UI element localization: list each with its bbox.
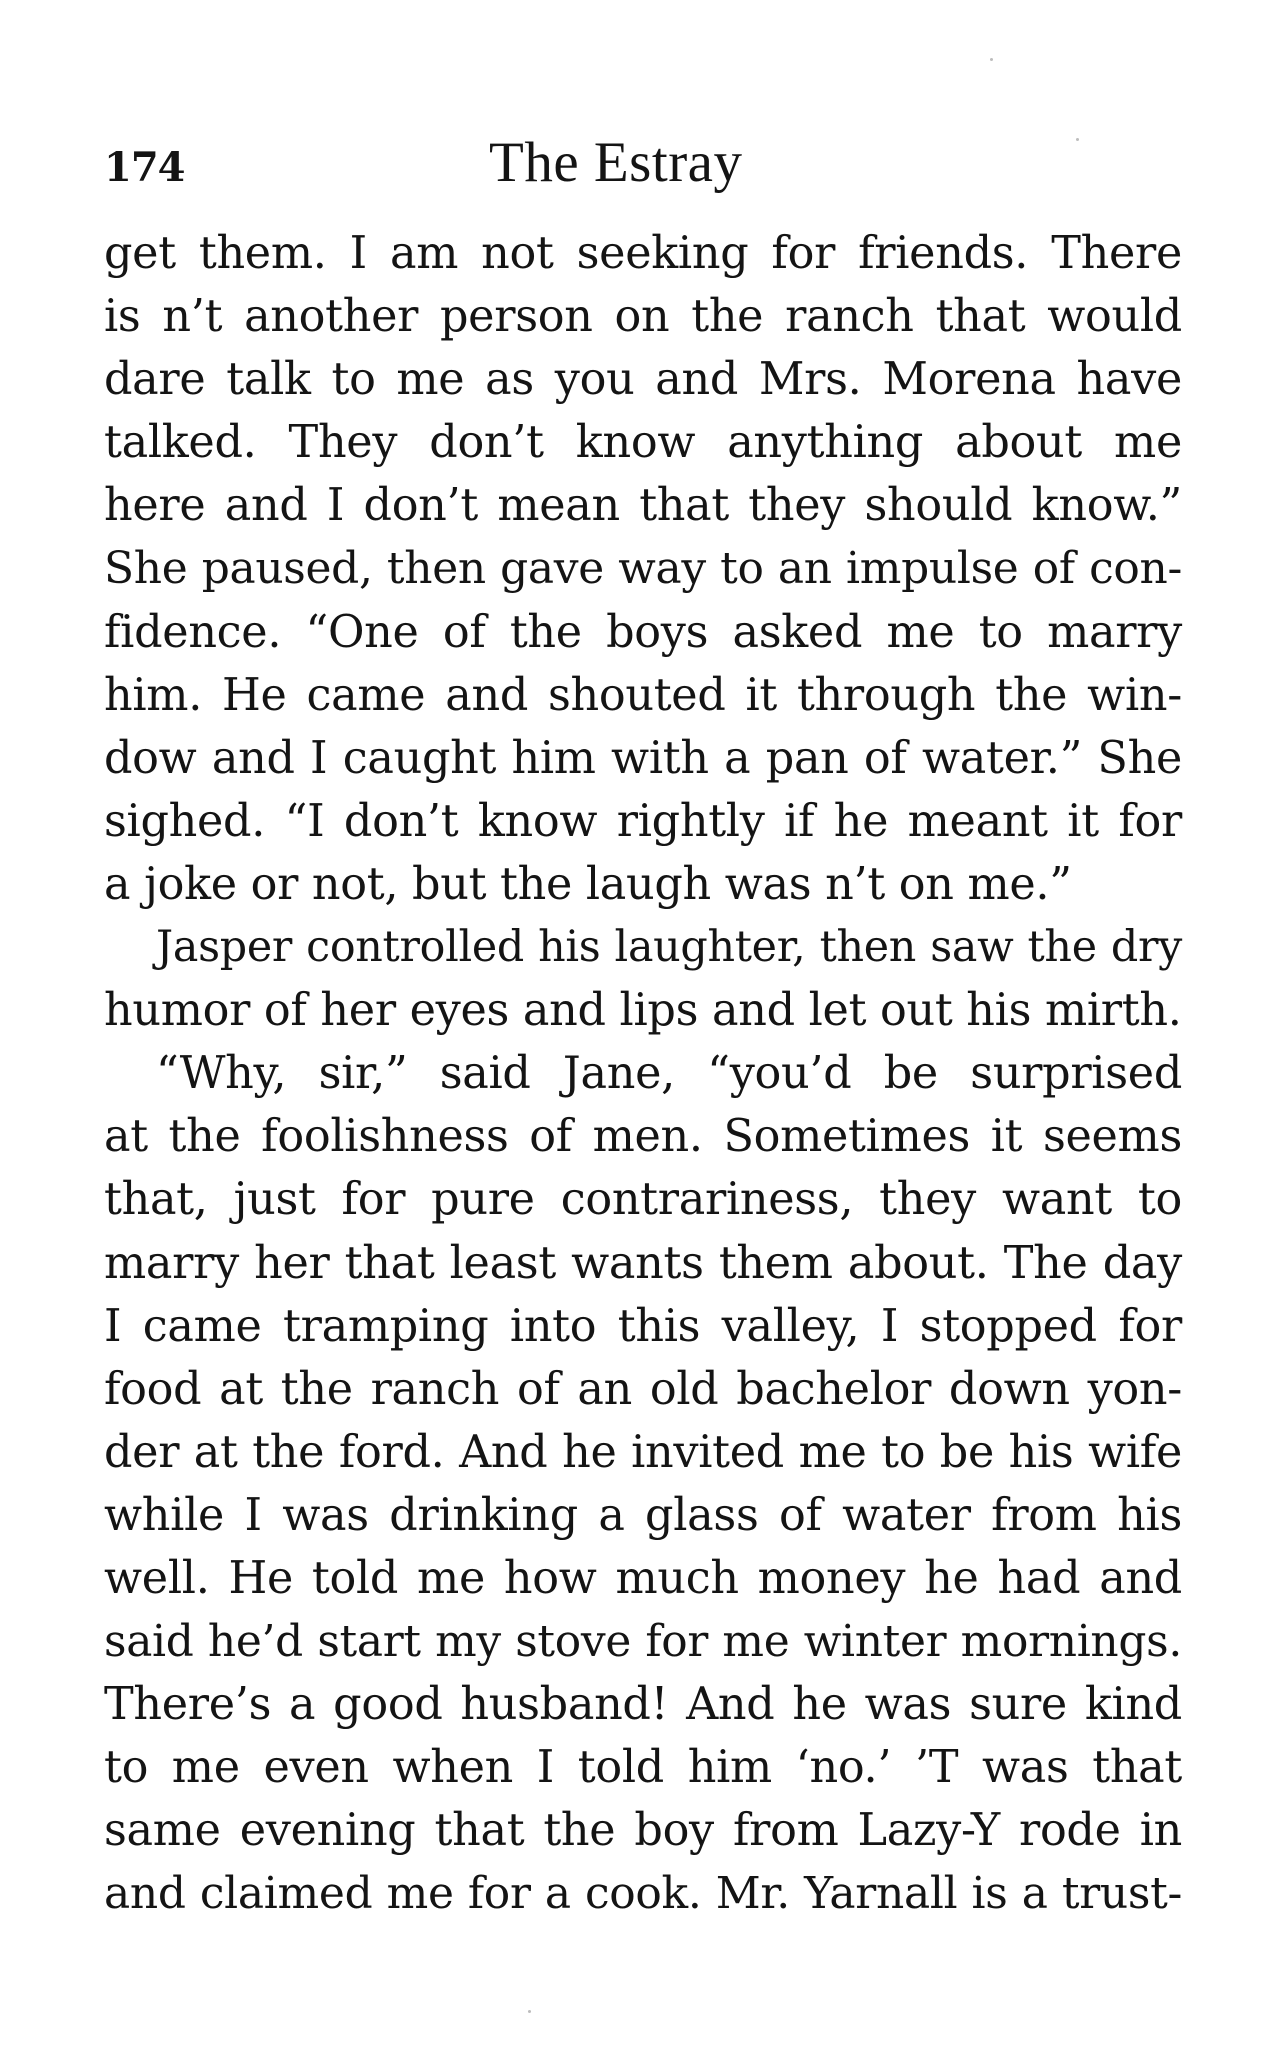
text-line: dow and I caught him with a pan of water.” She	[104, 732, 1182, 784]
text-line: a joke or not, but the laugh was n’t on me.”	[104, 858, 1072, 910]
page-number: 174	[104, 144, 185, 191]
text-line: I came tramping into this valley, I stopped for	[104, 1300, 1182, 1352]
text-line: get them. I am not seeking for friends. There	[104, 228, 1182, 279]
text-line: sighed. “I don’t know rightly if he meant it for	[104, 795, 1182, 847]
running-title: The Estray	[489, 131, 743, 194]
text-line: same evening that the boy from Lazy-Y rode in	[104, 1805, 1182, 1857]
text-line: at the foolishness of men. Sometimes it seems	[104, 1111, 1182, 1163]
text-line: She paused, then gave way to an impulse of con-	[104, 543, 1182, 595]
paragraph-first-line: “Why, sir,” said Jane, “you’d be surprised	[156, 1048, 1182, 1100]
text-line: to me even when I told him ‘no.’ ’T was that	[104, 1742, 1182, 1794]
paragraph-first-line: Jasper controlled his laughter, then saw the dry	[156, 922, 1182, 973]
text-line: here and I don’t mean that they should know.”	[104, 480, 1182, 532]
paper-speck	[990, 58, 993, 61]
running-header	[104, 130, 1180, 210]
text-line: said he’d start my stove for me winter mornings.	[104, 1616, 1182, 1668]
text-line: fidence. “One of the boys asked me to marry	[104, 606, 1182, 658]
text-line: humor of her eyes and lips and let out his mirth.	[104, 985, 1182, 1037]
text-line: food at the ranch of an old bachelor down yon-	[104, 1363, 1182, 1415]
paper-speck	[528, 2010, 531, 2013]
text-line: is n’t another person on the ranch that would	[104, 291, 1182, 343]
paper-speck	[1076, 138, 1079, 141]
text-line: well. He told me how much money he had and	[104, 1552, 1182, 1604]
text-line: der at the ford. And he invited me to be his wife	[104, 1426, 1182, 1478]
text-line: while I was drinking a glass of water from his	[104, 1489, 1182, 1541]
text-line: him. He came and shouted it through the win-	[104, 669, 1182, 721]
body-text	[104, 222, 1182, 1926]
text-line: There’s a good husband! And he was sure kind	[104, 1679, 1182, 1731]
text-line: and claimed me for a cook. Mr. Yarnall is a trust-	[104, 1868, 1182, 1920]
text-line: that, just for pure contrariness, they want to	[104, 1174, 1182, 1226]
text-line: marry her that least wants them about. The day	[104, 1237, 1182, 1289]
text-line: dare talk to me as you and Mrs. Morena have	[104, 354, 1182, 406]
text-line: talked. They don’t know anything about me	[104, 417, 1182, 469]
